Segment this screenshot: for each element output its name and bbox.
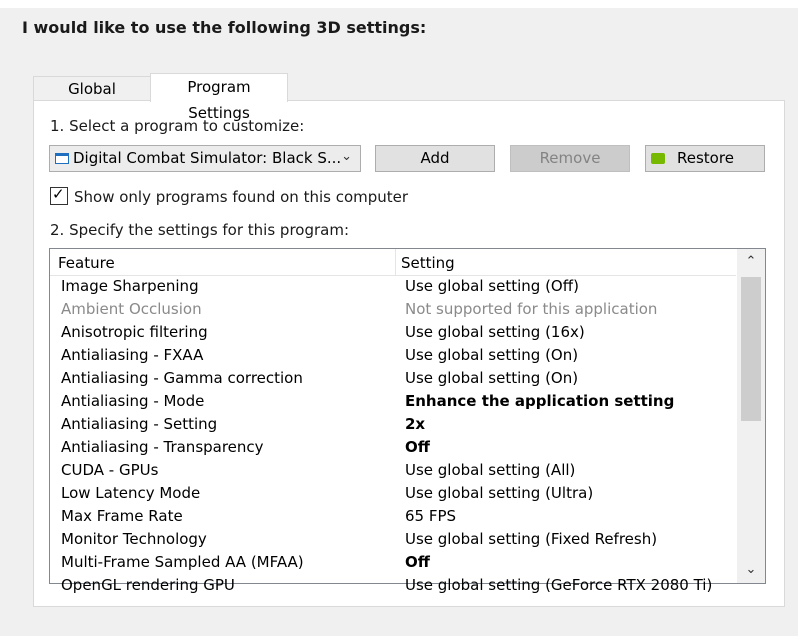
restore-button-label: Restore [677, 149, 734, 167]
feature-cell: Antialiasing - FXAA [61, 346, 204, 364]
table-row[interactable] [50, 551, 736, 574]
program-select[interactable] [49, 145, 361, 172]
table-row[interactable] [50, 321, 736, 344]
tab-global-settings[interactable]: Global [33, 76, 151, 101]
setting-cell[interactable]: Use global setting (GeForce RTX 2080 Ti) [405, 576, 713, 594]
feature-cell: Max Frame Rate [61, 507, 183, 525]
feature-cell: Low Latency Mode [61, 484, 201, 502]
remove-button[interactable]: Remove [510, 145, 630, 172]
page-heading: I would like to use the following 3D settings: [22, 18, 427, 37]
feature-cell: OpenGL rendering GPU [61, 576, 235, 594]
show-only-label[interactable]: Show only programs found on this computer [74, 188, 409, 206]
chevron-down-icon[interactable]: ⌄ [745, 562, 757, 577]
column-header-setting[interactable]: Setting [401, 254, 455, 272]
feature-cell: Ambient Occlusion [61, 300, 202, 318]
table-row[interactable] [50, 275, 736, 298]
step2-label: 2. Specify the settings for this program: [50, 221, 350, 239]
setting-cell[interactable]: Use global setting (Fixed Refresh) [405, 530, 658, 548]
feature-cell: Multi-Frame Sampled AA (MFAA) [61, 553, 304, 571]
setting-cell[interactable]: Off [405, 438, 430, 456]
table-row[interactable] [50, 367, 736, 390]
feature-cell: Image Sharpening [61, 277, 199, 295]
table-row[interactable] [50, 436, 736, 459]
setting-cell[interactable]: Use global setting (All) [405, 461, 576, 479]
scrollbar-thumb[interactable] [741, 277, 761, 421]
setting-cell[interactable]: Use global setting (On) [405, 346, 579, 364]
step1-label: 1. Select a program to customize: [50, 117, 305, 135]
add-button[interactable]: Add [375, 145, 495, 172]
tab-program-settings[interactable]: Program Settings [150, 73, 288, 102]
column-separator[interactable] [395, 249, 396, 275]
table-row[interactable] [50, 505, 736, 528]
setting-cell[interactable]: 65 FPS [405, 507, 457, 525]
setting-cell[interactable]: Enhance the application setting [405, 392, 675, 410]
chevron-down-icon: ⌄ [341, 149, 352, 164]
top-band [0, 0, 798, 8]
table-row[interactable] [50, 459, 736, 482]
nvidia-icon [651, 153, 665, 164]
setting-cell[interactable]: Use global setting (On) [405, 369, 579, 387]
checkmark-icon: ✓ [52, 185, 65, 203]
table-row[interactable] [50, 413, 736, 436]
chevron-up-icon[interactable]: ⌃ [745, 254, 757, 269]
program-select-value: Digital Combat Simulator: Black S... [73, 149, 342, 167]
feature-cell: Monitor Technology [61, 530, 207, 548]
table-row[interactable] [50, 298, 736, 321]
table-row[interactable] [50, 574, 736, 597]
table-row[interactable] [50, 482, 736, 505]
setting-cell[interactable]: Use global setting (Off) [405, 277, 579, 295]
window-icon [55, 153, 69, 164]
feature-cell: Antialiasing - Mode [61, 392, 205, 410]
setting-cell[interactable]: Not supported for this application [405, 300, 658, 318]
feature-cell: CUDA - GPUs [61, 461, 159, 479]
setting-cell[interactable]: 2x [405, 415, 426, 433]
settings-rows [50, 275, 736, 597]
table-row[interactable] [50, 344, 736, 367]
feature-cell: Anisotropic filtering [61, 323, 208, 341]
table-row[interactable] [50, 528, 736, 551]
setting-cell[interactable]: Use global setting (16x) [405, 323, 585, 341]
feature-cell: Antialiasing - Setting [61, 415, 218, 433]
table-row[interactable] [50, 390, 736, 413]
feature-cell: Antialiasing - Transparency [61, 438, 264, 456]
settings-list[interactable] [49, 248, 766, 594]
column-header-feature[interactable]: Feature [58, 254, 115, 272]
feature-cell: Antialiasing - Gamma correction [61, 369, 303, 387]
show-only-checkbox[interactable] [50, 187, 68, 205]
list-header [50, 249, 736, 276]
vertical-scrollbar[interactable] [737, 249, 765, 583]
restore-button[interactable] [645, 145, 765, 172]
setting-cell[interactable]: Use global setting (Ultra) [405, 484, 594, 502]
setting-cell[interactable]: Off [405, 553, 430, 571]
